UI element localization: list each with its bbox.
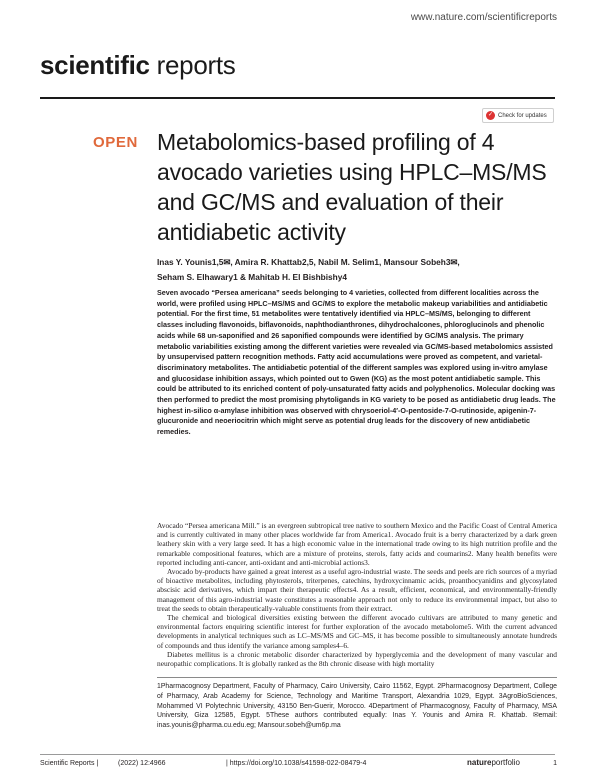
page-number: 1 [553, 760, 557, 767]
journal-logo [40, 50, 235, 80]
body-paragraph: Avocado “Persea americana Mill.” is an evergreen subtropical tree native to southern Mexico and the Pacific Coast of Central America and is currently cultivated in many other places worldwide far from America1. Avocado fruit is a berry characterized by a dark green leathery skin with a very large seed. It has a high economic value in the international trade owing to its high nutrition profile and the remarkable compositional features, which are a mixture of proteins, sterols, fatty acids and coumarins2. Many health benefits were reported including anti-cancer, anti-oxidant and anti-microbial actions3. [157, 521, 557, 567]
journal-url[interactable]: www.nature.com/scientificreports [410, 12, 557, 23]
footer-journal: Scientific Reports | [40, 760, 99, 767]
authors-line-1: Inas Y. Younis1,5✉, Amira R. Khattab2,5, Nabil M. Selim1, Mansour Sobeh3✉, [157, 257, 460, 267]
footnote-separator [157, 677, 557, 678]
footer-rule [40, 754, 555, 755]
check-updates-icon: ✓ [487, 112, 494, 118]
authors-line-2: Seham S. Elhawary1 & Mahitab H. El Bishbishy4 [157, 272, 347, 282]
footer-volume: (2022) 12:4966 [118, 760, 166, 767]
article-title: Metabolomics-based profiling of 4 avocado varieties using HPLC–MS/MS and GC/MS and evaluation of their antidiabetic activity [157, 129, 547, 245]
footer-doi-link[interactable]: | https://doi.org/10.1038/s41598-022-08479-4 [226, 760, 367, 767]
publisher-logo [467, 758, 520, 767]
brand-regular: reports [149, 50, 236, 80]
affiliations-footnote: 1Pharmacognosy Department, Faculty of Pharmacy, Cairo University, Cairo 11562, Egypt. 2Pharmacognosy Department, College of Pharmacy, Arab Academy for Science, Technology and Maritime Transport, Alexandria 1029, Egypt. 3AgroBioSciences, Mohammed VI Polytechnic University, 43150 Ben-Guerir, Morocco. 4Department of Pharmacognosy, Faculty of Pharmacy, MSA University, Giza 12585, Egypt. 5These authors contributed equally: Inas Y. Younis and Amira R. Khattab. ✉email: inas.younis@pharma.cu.edu.eg; Mansour.sobeh@um6p.ma [157, 683, 557, 730]
body-paragraph: The chemical and biological diversities existing between the different avocado cultivars are attributed to many genetic and environmental factors enquiring scientific interest for further exploration of the avocado metabolome5. With the current advanced developments in analytical techniques such as LC–MS/MS and GC–MS, it has become possible to simultaneously annotate hundreds of compounds and thus identify the variance among samples4–6. [157, 613, 557, 650]
check-updates-label: Check for updates [498, 112, 547, 119]
check-for-updates-button[interactable] [482, 108, 554, 123]
open-access-label: OPEN [93, 134, 138, 151]
brand-bold: scientific [40, 50, 150, 80]
author-list [157, 255, 557, 285]
body-paragraph: Avocado by-products have gained a great interest as a useful agro-industrial waste. The seeds and peels are rich sources of a myriad of bioactive metabolites, including phytosterols, triterpenes, catechins, hydroxycinnamic acids, proanthocyanidins and glycosylated abscisic acid derivatives, which impart their therapeutic effects4. As a result, efficient, economical, and environmentally-friendly management of this agro-industrial waste constitutes a reasonable approach not only to reduce its environmental impact, but also to treat the seeds to obtain therapeutically-valuable constituents from their extract. [157, 567, 557, 613]
publisher-bold: nature [467, 758, 492, 767]
publisher-regular: portfolio [491, 758, 520, 767]
body-text [157, 521, 557, 668]
body-paragraph: Diabetes mellitus is a chronic metabolic disorder characterized by hyperglycemia and the development of many vascular and neuropathic complications. It is globally ranked as the 8th chronic disease with high mortality [157, 649, 557, 669]
header-rule [40, 97, 555, 99]
abstract: Seven avocado “Persea americana” seeds belonging to 4 varieties, collected from different localities across the world, were profiled using HPLC–MS/MS and GC/MS to explore the metabolic makeup variabilities and antidiabetic potential. For the first time, 51 metabolites were tentatively identified via HPLC–MS/MS, belonging to different classes including flavonoids, biflavonoids, naphthodianthrones, dihydrochalcones, phloroglucinols and phenolic acids while 68 un-saponified and 26 saponified compounds were identified by GC/MS analysis. The primary metabolic variabilities existing among the different varieties were revealed via GC/MS-based metabolomics assisted by unsupervised pattern recognition methods. Fatty acid accumulations were proved as competent, and varietal-discriminatory metabolites. The antidiabetic potential of the different samples was explored using in-vitro amylase and glucosidase inhibition assays, which pointed out to Gwen (KG) as the most potent antidiabetic sample. This could be attributed to its enriched content of poly-unsaturated fatty acids and polyphenolics. Molecular docking was then performed to predict the most promising phytoligands in KG variety to be posed as antidiabetic drug leads. The highest in-silico α-amylase inhibition was observed with chrysoeriol-4′-O-pentoside-7-O-rutinoside, apigenin-7-glucuronide and neoeriocitrin which might serve as potential drug leads for the discovery of new antidiabetic remedies. [157, 288, 556, 437]
